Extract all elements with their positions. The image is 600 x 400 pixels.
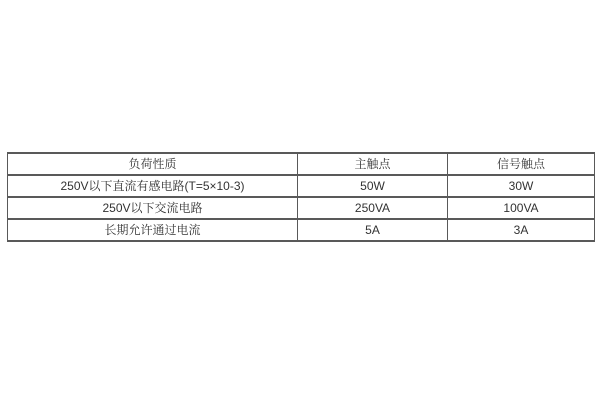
cell-signal-contact: 100VA (448, 197, 595, 219)
cell-load-nature: 250V以下直流有感电路(T=5×10-3) (8, 175, 298, 197)
header-load-nature: 负荷性质 (8, 153, 298, 175)
table-header-row (8, 153, 595, 175)
cell-signal-contact: 3A (448, 219, 595, 241)
header-main-contact: 主触点 (298, 153, 448, 175)
load-spec-table (7, 152, 595, 242)
table-row (8, 175, 595, 197)
cell-load-nature: 250V以下交流电路 (8, 197, 298, 219)
cell-load-nature: 长期允许通过电流 (8, 219, 298, 241)
table-row (8, 219, 595, 241)
header-signal-contact: 信号触点 (448, 153, 595, 175)
cell-main-contact: 5A (298, 219, 448, 241)
cell-main-contact: 50W (298, 175, 448, 197)
cell-signal-contact: 30W (448, 175, 595, 197)
cell-main-contact: 250VA (298, 197, 448, 219)
table-row (8, 197, 595, 219)
